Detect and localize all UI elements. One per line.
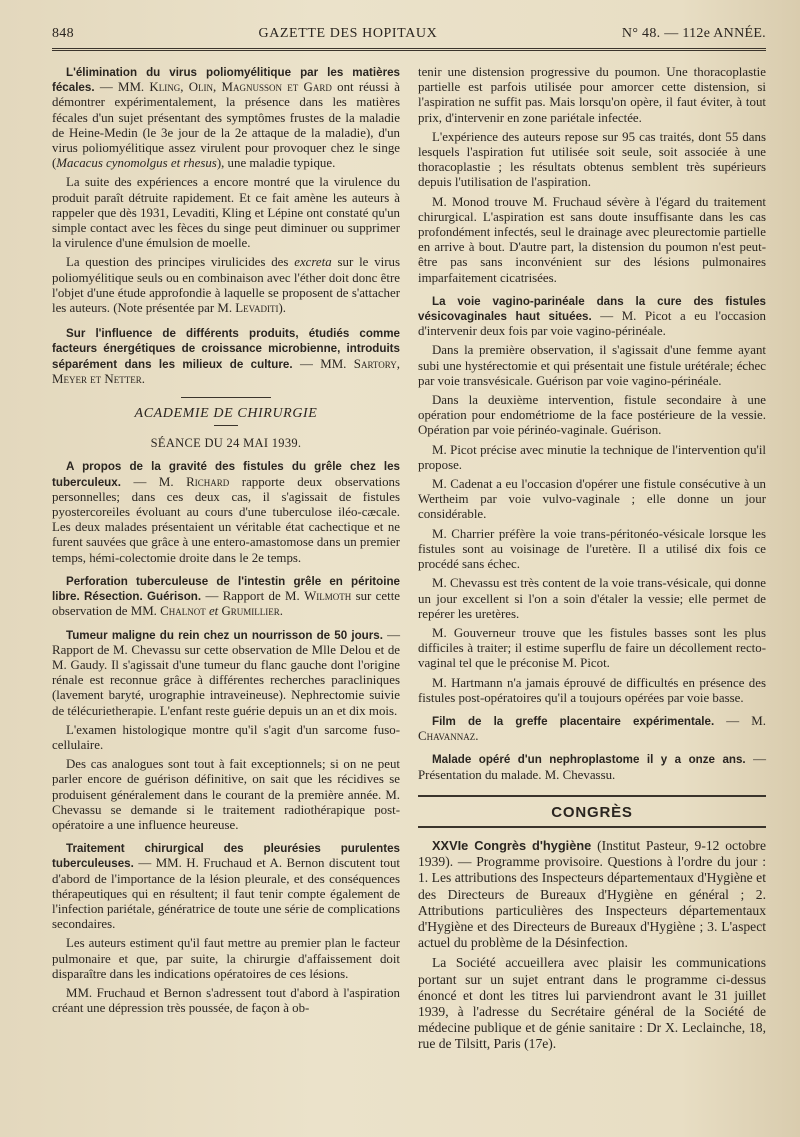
author-name: Grumillier.: [221, 604, 283, 619]
article-text: (Institut Pasteur, 9-12 octobre 1939). — Programme provisoire. Questions à l'ordre du jour : 1. Les attributions des Inspecteurs départementaux d'Hygiène et des Directeurs de Bureaux d'Hygiène en général ; 2. Attributions particulières des Inspecteurs départementaux d'Hygiène et des Directeurs de Bureaux d'Hygiène ; 3. L'aspect actuel du problème de la Désinfection.: [418, 837, 766, 951]
article-perforation: Perforation tuberculeuse de l'intestin grêle en péritoine libre. Résection. Guérison. — Rapport de M. Wilmoth sur cette observation de MM. Chalnot et Grumillier.: [52, 574, 400, 619]
article-text: ont réussi à démontrer expérimentalement, la présence dans les matières fécales d'un sujet présentant des symptômes frustes de la maladie de Heine-Medin (le 3e jour de la 2e attaque de la maladie), d'un virus poliomyélitique assez virulent pour provoquer chez le singe (: [52, 80, 400, 171]
paragraph: M. Hartmann n'a jamais éprouvé de difficultés en présence des fistules post-opératoires qu'il a toujours opérées par voie basse.: [418, 675, 766, 705]
left-column: [52, 65, 400, 1057]
article-authors: MM. Kling, Olin, Magnusson et Gard: [118, 80, 332, 95]
article-authors: MM. Sartory, Meyer et Netter.: [52, 356, 400, 386]
paragraph: M. Charrier préfère la voie trans-péritonéo-vésicale lorsque les fistules sont au voisinage de l'uretère. Il a utilisé dix fois ce procédé sans échec.: [418, 526, 766, 572]
article-authors: M. Richard: [158, 474, 230, 489]
paragraph: La suite des expériences a encore montré que la virulence du produit paraît détruite rapidement. Et ce fait amène les auteurs à rappeler que dès 1931, Levaditi, Kling et Lépine ont constaté qu'un simple contact avec les fèces du singe peut diminuer ou supprimer la virulence d'une émulsion de moelle.: [52, 175, 400, 251]
paragraph: La Société accueillera avec plaisir les communications portant sur un sujet entrant dans le programme ci-dessus énoncé et dont les titres lui parviendront avant le 31 juillet 1939, à l'adresse du Secrétaire général de la Société de médecine publique et de génie sanitaire : Dr X. Leclainche, 18, rue de Tilsitt, Paris (17e).: [418, 955, 766, 1052]
paragraph: M. Picot précise avec minutie la technique de l'intervention qu'il propose.: [418, 442, 766, 472]
species-name: Macacus cynomolgus et rhesus: [56, 156, 217, 171]
article-text: — M. Picot a eu l'occasion d'intervenir deux fois par voie vagino-périnéale.: [418, 309, 766, 339]
text: sur cette observation de MM.: [52, 589, 400, 619]
divider: [181, 397, 271, 398]
text: ).: [278, 301, 286, 316]
paragraph: M. Cadenat a eu l'occasion d'opérer une fistule consécutive à un Wertheim par voie vulvo-vaginale ; elle donne un jour considérable.: [418, 477, 766, 522]
paragraph: MM. Fruchaud et Bernon s'adressent tout d'abord à l'aspiration créant une dépression très poussée, de façon à ob-: [52, 985, 400, 1016]
article-title: La voie vagino-parinéale dans la cure des fistules vésicovaginales haut situées.: [418, 294, 766, 324]
divider: [418, 826, 766, 828]
article-growth-factors: Sur l'influence de différents produits, étudiés comme facteurs énergétiques de croissance microbienne, introduits séparément dans les milieux de culture. — MM. Sartory, Meyer et Netter.: [52, 327, 400, 386]
article-text: ), une maladie typique.: [216, 156, 336, 171]
author-name: Wilmoth: [304, 589, 352, 604]
paragraph: M. Monod trouve M. Fruchaud sévère à l'égard du traitement chirurgical. L'aspiration est sans doute insuffisante dans les cas profondément infectés, seul le drainage avec pleurectomie partielle en arrive à bout. D'autre part, la distension du poumon n'est peut-être pas sans inconvénient sur des lésions pulmonaires imparfaitement cicatrisées.: [418, 194, 766, 285]
divider: [214, 425, 238, 426]
article-title: XXVIe Congrès d'hygiène: [432, 837, 592, 853]
text: sur le virus poliomyélitique seuls ou en combinaison avec l'éther doit donc être l'objet d'une étude approfondie à laquelle se proposent de s'attacher les auteurs. (Note présentée par M.: [52, 255, 400, 316]
text: Rapport de M.: [222, 589, 305, 604]
paragraph: M. Chevassu est très content de la voie trans-vésicale, qui donne un jour excellent si l'on a soin d'étaler la vessie; elle permet de repérer les uretères.: [418, 576, 766, 621]
article-title: Film de la greffe placentaire expérimentale.: [432, 714, 715, 728]
article-title: Malade opéré d'un nephroplastome il y a onze ans.: [432, 753, 746, 767]
text-italic: excreta: [294, 255, 332, 270]
page-header: [52, 26, 766, 51]
paragraph: [52, 255, 400, 316]
author-name: Chalnot: [160, 604, 206, 619]
article-title: Sur l'influence de différents produits, étudiés comme facteurs énergétiques de croissance microbienne, introduits séparément dans les milieux de culture.: [52, 327, 400, 371]
paragraph: M. Gouverneur trouve que les fistules basses sont les plus difficiles à traiter; il estime superflu de faire un décollement recto-vaginal tel que le préconise M. Picot.: [418, 625, 766, 671]
paragraph: Dans la première observation, il s'agissait d'une femme ayant subi une hystérectomie et qui présentait une fistule urétérale; échec par voie transvésicale. Guérison par voie vagino-périnéale.: [418, 343, 766, 388]
article-virus-feces: L'élimination du virus poliomyélitique par les matières fécales. — MM. Kling, Olin, Magnusson et Gard ont réussi à démontrer expérimentalement, la présence dans les matières fécales d'un sujet présentant des symptômes frustes de la maladie de Heine-Medin (le 3e jour de la 2e attaque de la maladie), d'un virus poliomyélitique assez virulent pour provoquer chez le singe (Macacus cynomolgus et rhesus), une maladie typique.: [52, 66, 400, 171]
article-text: — Présentation du malade. M. Chevassu.: [418, 752, 766, 782]
article-title: Tumeur maligne du rein chez un nourrisson de 50 jours.: [66, 628, 383, 642]
article-text: rapporte deux observations personnelles; dans ces deux cas, il s'agissait de fistules pyostercoreiles évoluant au cours d'une tuberculose iléo-cæcale. Les deux malades présentaient un véritable état cachectique et ne furent sauvées que grâce à une entero-amastomose dans un premier temps, hémi-colectomie droite dans le 2e temps.: [52, 474, 401, 565]
article-text: — Rapport de M. Chevassu sur cette observation de Mlle Delou et de M. Gaudy. Il s'agissait d'une tumeur du flanc gauche dont l'origine rénale est reconnue grâce à différentes recherches paracliniques (lavement baryté, urographie intraveineuse). Nephrectomie suivie de télécurietherapie. L'enfant reste guérie depuis un an et dix mois.: [52, 627, 400, 718]
journal-title: GAZETTE DES HOPITAUX: [258, 26, 438, 41]
session-date: SÉANCE DU 24 MAI 1939.: [150, 436, 302, 451]
article-congres-hygiene: [418, 838, 766, 951]
article-nephroplastome: [418, 752, 766, 782]
section-heading: ACADEMIE DE CHIRURGIE: [134, 406, 318, 422]
paragraph: L'examen histologique montre qu'il s'agit d'un sarcome fuso-cellulaire.: [52, 722, 400, 752]
divider: [418, 795, 766, 797]
article-voie-vagino: [418, 294, 766, 340]
paragraph: tenir une distension progressive du poumon. Une thoracoplastie partielle est parfois utilisée pour amorcer cette distension, si l'aspiration ne suffit pas. Mais lorsqu'on opère, il faut éviter, à tout prix, d'intervenir en zone pariétale infectée.: [418, 65, 766, 125]
paragraph: Dans la deuxième intervention, fistule secondaire à une opération pour endométriome de la face postérieure de la vessie. Opération par voie périnéo-vaginale. Guérison.: [418, 393, 766, 438]
paragraph: Les auteurs estiment qu'il faut mettre au premier plan le facteur pulmonaire et que, par suite, la chirurgie d'affaissement doit disparaître dans les indications opératoires de ces lésions.: [52, 936, 400, 981]
article-title: A propos de la gravité des fistules du grêle chez les tuberculeux.: [52, 460, 400, 489]
article-text: — MM. H. Fruchaud et A. Bernon discutent tout d'abord de l'importance de la lésion pleurale, et des conséquences thérapeutiques qui en résultent; il faut tenir compte également de l'infection pariétale, génératrice de toute une série de complications secondaires.: [52, 856, 401, 932]
article-text: — M. Chavannaz.: [418, 713, 766, 744]
issue-number: N° 48. — 112e ANNÉE.: [621, 26, 766, 41]
article-pleuresies: [52, 841, 400, 932]
article-title: Traitement chirurgical des pleurésies purulentes tuberculeuses.: [52, 842, 400, 871]
paragraph: Des cas analogues sont tout à fait exceptionnels; si on ne peut parler encore de guérison définitive, on sait que les récidives se produisent généralement dans le courant de la première année. M. Chevassu se demande si le traitement radiothérapique post-opératoire a une influence heureuse.: [52, 757, 400, 832]
author-name: Levaditi: [235, 301, 279, 316]
right-column: [418, 65, 766, 1057]
text: et: [205, 604, 222, 619]
article-fistules: A propos de la gravité des fistules du grêle chez les tuberculeux. — M. Richard rapporte deux observations personnelles; dans ces deux cas, il s'agissait de fistules pyostercoreiles évoluant au cours d'une tuberculose iléo-cæcale. Les deux malades présentaient un véritable état cachectique et ne furent sauvées que grâce à une entero-amastomose dans un premier temps, hémi-colectomie droite dans le 2e temps.: [52, 460, 401, 565]
paragraph: L'expérience des auteurs repose sur 95 cas traités, dont 55 dans lesquels l'aspiration fut utilisée soit seule, soit associée à une thoracoplastie ; les résultats obtenus semblent très supérieurs depuis l'utilisation de l'aspiration.: [418, 129, 766, 190]
article-title: L'élimination du virus poliomyélitique par les matières fécales.: [52, 66, 400, 95]
article-title: Perforation tuberculeuse de l'intestin grêle en péritoine libre. Résection. Guérison.: [52, 574, 400, 604]
article-tumeur-rein: [52, 628, 400, 719]
section-heading: CONGRÈS: [551, 803, 633, 821]
article-film-greffe: [418, 714, 766, 744]
text: La question des principes virulicides des: [66, 255, 295, 270]
page-number: 848: [52, 26, 74, 41]
